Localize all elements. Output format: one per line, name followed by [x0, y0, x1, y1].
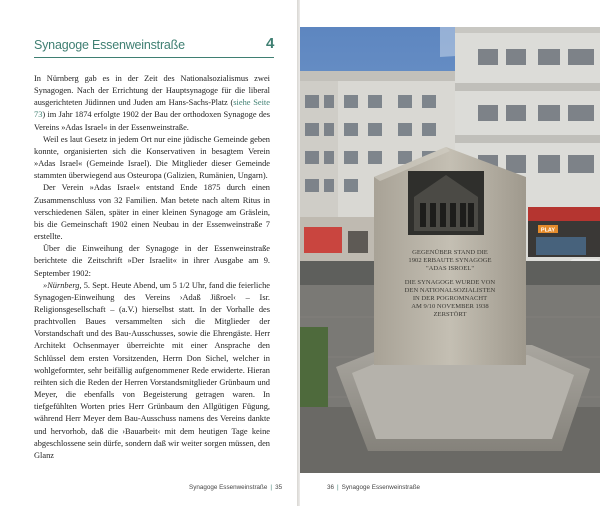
folio-right-title: Synagoge Essenweinstraße	[341, 484, 421, 491]
paragraph-1-part-a: In Nürnberg gab es in der Zeit des Nationalsozialismus zwei Synagogen. Nach der Errichtung der Hauptsynagoge für die liberal ausgerichteten Jüdinnen und Juden am Hans-Sachs-Platz (	[34, 74, 270, 108]
plaque-line-8: ZERSTÖRT	[433, 311, 467, 318]
paragraph-5	[34, 280, 270, 462]
folio-left-separator: |	[270, 484, 273, 491]
paragraph-3: Der Verein »Adas Israel« entstand Ende 1875 durch einen Zusammenschluss von 32 Familien. Man betete nach altem Ritus in verschiedenen Sälen, später in einer kleinen Synagoge am Gräslein, bis die Gemeinschaft 1902 einen Neubau in der Essenweinstraße 7 erstellte.	[34, 183, 270, 242]
folio-left-number: 35	[275, 484, 283, 491]
paragraph-2: Weil es laut Gesetz in jedem Ort nur eine jüdische Gemeinde geben konnte, organisierten sich die Konservativen in besagtem Verein »Adas Israel« (Gemeinde Israel). Die Mitglieder dieser Gemeinde stammten überwiegend aus Osteuropa (Galizien, Rumänien, Ungarn).	[34, 134, 270, 181]
folio-left-title: Synagoge Essenweinstraße	[189, 484, 268, 491]
paragraph-4: Über die Einweihung der Synagoge in der Essenweinstraße berichtete die Zeitschrift »Der Israelit« in ihrer Ausgabe am 9. September 1902:	[34, 244, 270, 278]
page-reference-link[interactable]: siehe Seite 73	[34, 98, 270, 120]
plaque-line-5: DEN NATIONALSOZIALISTEN	[404, 287, 496, 294]
plaque-line-3: "ADAS ISROEL"	[425, 265, 475, 272]
folio-right-separator: |	[337, 484, 339, 491]
memorial-photo	[300, 27, 600, 473]
quote-city: »Nürnberg	[43, 280, 80, 290]
plaque-line-6: IN DER POGROMNACHT	[412, 295, 488, 302]
plaque-line-4: DIE SYNAGOGE WURDE VON	[404, 279, 496, 286]
body-text	[34, 73, 270, 462]
memorial-stele	[374, 147, 526, 365]
title-rule	[34, 57, 274, 58]
folio-right	[327, 484, 420, 491]
paragraph-1-part-b: ) im Jahr 1874 erfolgte 1902 der Bau der orthodoxen Synagoge des Vereins »Adas Israel« in der Essenweinstraße.	[34, 110, 270, 132]
quote-text: , 5. Sept. Heute Abend, um 5 1/2 Uhr, fand die feierliche Synagogen-Einweihung des Vereins ›Adaß Jißroel‹ – Isr. Religionsgesellschaft – (a.V.) hierselbst statt. In der Vorhalle des prachtvollen Baues versammelten sich die Mitglieder der Vorstandschaft und des Bau-Ausschusses, sowie die Ehrengäste. Herr Architekt Ochsenmayer überreichte mit einer Ansprache den Schlüssel dem ersten Vorsitzenden, Herrn Don Sichel, welcher in wohlgeformter, sehr beifällig aufgenommener Rede erwiderte. Hieran reihten sich die Reden der Herren Vorstandsmitglieder Grünbaum und Meyer, die ebenfalls von Begeisterung getragen waren. In tiefgefühlten Worten pries Herr Grünbaum den Allgütigen Fügung, während Herr Meyer dem Bau-Ausschuss namens des Vereins dankte und hervorhob, daß die ›Bauarbeit‹ mit dem heutigen Tage keine abgeschlossene sein dürfe, sondern daß wir weiter sorgen müssen, den Glanz	[34, 280, 270, 460]
folio-right-number: 36	[327, 484, 335, 491]
left-page	[0, 0, 298, 506]
plaque-line-7: AM 9/10 NOVEMBER 1938	[411, 303, 489, 310]
plaque-line-2: 1902 ERBAUTE SYNAGOGE	[408, 257, 492, 264]
paragraph-1	[34, 73, 270, 134]
plaque-line-1: GEGENÜBER STAND DIE	[412, 249, 488, 256]
chapter-number: 4	[266, 35, 275, 52]
shop-sign: PLAY	[540, 227, 556, 234]
plaque-inscription	[405, 249, 496, 318]
chapter-title: Synagoge Essenweinstraße	[34, 38, 185, 52]
folio-left	[189, 484, 282, 491]
